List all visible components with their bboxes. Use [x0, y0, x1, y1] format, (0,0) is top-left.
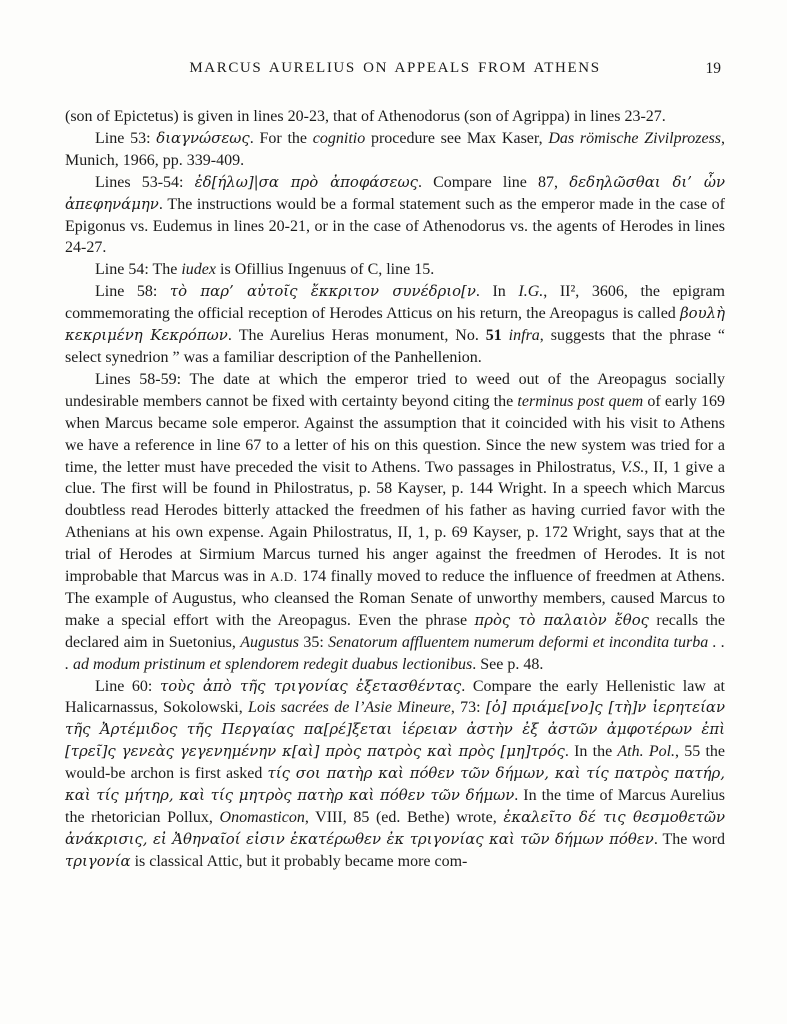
text-run: is classical Attic, but it probably became more com-	[130, 852, 468, 870]
para-lines-53-54	[65, 172, 725, 260]
bold-text-run: 51	[485, 327, 502, 345]
italic-text-run: cognitio	[312, 129, 366, 147]
italic-text-run: Augustus	[240, 633, 299, 651]
text-run: procedure see Max Kaser,	[365, 129, 549, 147]
text-run: . The Aurelius Heras monument, No.	[227, 327, 486, 345]
italic-text-run: iudex	[181, 261, 217, 279]
text-run: (son of Epictetus) is given in lines 20-23, that of Athenodorus (son of Agrippa) in lines 23-27.	[65, 108, 666, 125]
para-line-53	[65, 128, 725, 172]
running-header	[65, 0, 725, 80]
greek-text-run: τὸ παρ’ αὐτοῖς ἔκκριτον συνέδριο[ν	[169, 282, 476, 301]
text-run: , II, 1 give a clue. The first will be found in Philostratus, p. 58 Kayser, p. 144 Wright. In a speech which Marcus doubtless read Herodes bitterly attacked the freedmen of his father as having curried favor with the Athenians at his own expense. Again Philostratus, II, 1, p. 69 Kayser, p. 172 Wright, says that at the trial of Herodes at Sirmium Marcus turned his anger against the freedmen of Herodes. It is not improbable that Marcus was in	[65, 458, 725, 586]
text-run: , suggests that the phrase “ select synedrion ” was a familiar description of the Panhellenion.	[65, 327, 726, 366]
text-run: . In the	[564, 743, 618, 761]
text-run: 35:	[298, 633, 329, 651]
text-run: . Compare the early Hellenistic law at Halicarnassus, Sokolowski,	[65, 677, 726, 717]
para-line-60	[65, 676, 725, 873]
greek-text-run: ἐδ[ήλω]|σα πρὸ ἀποφάσεως	[194, 172, 418, 191]
italic-text-run: terminus post quem	[517, 392, 644, 410]
text-run: Lines 58-59: The date at which the emperor tried to weed out of the Areopagus socially undesirable members cannot be fixed with certainty beyond citing the	[65, 370, 725, 410]
greek-text-run: ἐκαλεῖτο δέ τις θεσμοθετῶν ἀνάκρισις, εἰ Ἀθηναῖοί εἰσιν ἑκατέρωθεν ἐκ τριγονίας καὶ τῶν δήμων πόθεν	[65, 808, 725, 848]
italic-text-run: Lois sacrées de l’Asie Mineure	[248, 699, 451, 717]
text-run: Line 54: The	[95, 261, 182, 279]
text-run: , II², 3606, the epigram commemorating the official reception of Herodes Atticus on his return, the Areopagus is called	[65, 283, 726, 323]
body-text	[65, 106, 725, 873]
text-run: , VIII, 85 (ed. Bethe) wrote,	[304, 809, 504, 826]
greek-text-run: πρὸς τὸ παλαιὸν ἔθος	[474, 610, 650, 629]
italic-text-run: Das römische Zivilprozess	[548, 129, 722, 147]
smallcaps-text-run: A.D.	[270, 569, 298, 585]
text-run: Line 60:	[95, 677, 160, 695]
text-run: Line 58:	[95, 283, 170, 301]
text-run: of early 169 when Marcus became sole emperor. Against the assumption that it coincided with his visit to Athens we have a reference in line 67 to a letter of his on this question. Since the new system was tried for a time, the letter must have preceded the visit to Athens. Two passages in Philostratus,	[65, 392, 726, 476]
greek-text-run: δεδηλῶσθαι δι’ ὧν ἀπεφηνάμην	[65, 172, 726, 213]
italic-text-run: V.S.	[620, 458, 645, 476]
text-run: . Compare line 87,	[417, 173, 570, 191]
text-run: Line 53:	[95, 129, 157, 147]
text-run: . The instructions would be a formal statement such as the emperor made in the case of Epigonus vs. Eudemus in lines 20-21, or in the case of Athenodorus vs. the agents of Herodes in lines 24-27.	[65, 195, 725, 257]
greek-text-run: [ὁ] πριάμε[νο]ς [τὴ]ν ἱερητείαν τῆς Ἀρτέμιδος τῆς Περγαίας πα[ρέ]ξεται ἱέρειαν ἀστὴν ἐξ ἀστῶν ἀμφοτέρων ἐπὶ [τρεῖ]ς γενεὰς γεγενημένην κ[αὶ] πρὸς πατρὸς καὶ πρὸς [μη]τρός	[65, 698, 725, 761]
italic-text-run: Senatorum affluentem numerum deformi et incondita turba . . . ad modum pristinum et splendorem redegit duabus lectionibus	[65, 633, 725, 673]
text-run: recalls the declared aim in Suetonius,	[65, 611, 725, 651]
greek-text-run: τριγονία	[65, 851, 131, 870]
text-run	[502, 327, 509, 344]
para-line-58	[65, 281, 725, 369]
italic-text-run: Ath. Pol.	[617, 743, 676, 761]
text-run: . In	[475, 283, 519, 301]
para-lines-58-59	[65, 369, 725, 676]
greek-text-run: διαγνώσεως	[156, 128, 250, 147]
greek-text-run: τίς σοι πατὴρ καὶ πόθεν τῶν δήμων, καὶ τίς πατρὸς πατήρ, καὶ τίς μήτηρ, καὶ τίς μητρὸς πατὴρ καὶ πόθεν τῶν δήμων	[65, 764, 725, 805]
text-run: , Munich, 1966, pp. 339-409.	[65, 129, 726, 169]
greek-text-run: βουλὴ κεκριμένη Κεκρόπων	[65, 304, 725, 345]
text-run: . For the	[249, 129, 313, 147]
greek-text-run: τοὺς ἀπὸ τῆς τριγονίας ἐξετασθέντας	[159, 676, 462, 695]
italic-text-run: I.G.	[518, 283, 544, 301]
text-run: , 55 the would-be archon is first asked	[65, 743, 726, 783]
text-run: is Ofillius Ingenuus of C, line 15.	[216, 261, 435, 279]
text-run: . See p. 48.	[472, 655, 544, 673]
italic-text-run: Onomasticon	[219, 809, 305, 826]
page-title: MARCUS AURELIUS ON APPEALS FROM ATHENS	[189, 60, 601, 76]
italic-text-run: infra	[508, 327, 540, 345]
para-continuation	[65, 106, 725, 128]
page-number: 19	[705, 60, 721, 77]
text-run: , 73:	[450, 699, 486, 717]
text-run: 174 finally moved to reduce the influence of freedmen at Athens. The example of Augustus, who cleansed the Roman Senate of unworthy members, caused Marcus to make a special effort with the Areopagus. Even the phrase	[65, 568, 726, 629]
para-line-54	[65, 259, 725, 281]
text-run: . In the time of Marcus Aurelius the rhetorician Pollux,	[65, 787, 725, 826]
text-run: Lines 53-54:	[95, 173, 195, 191]
text-run: . The word	[653, 830, 725, 848]
